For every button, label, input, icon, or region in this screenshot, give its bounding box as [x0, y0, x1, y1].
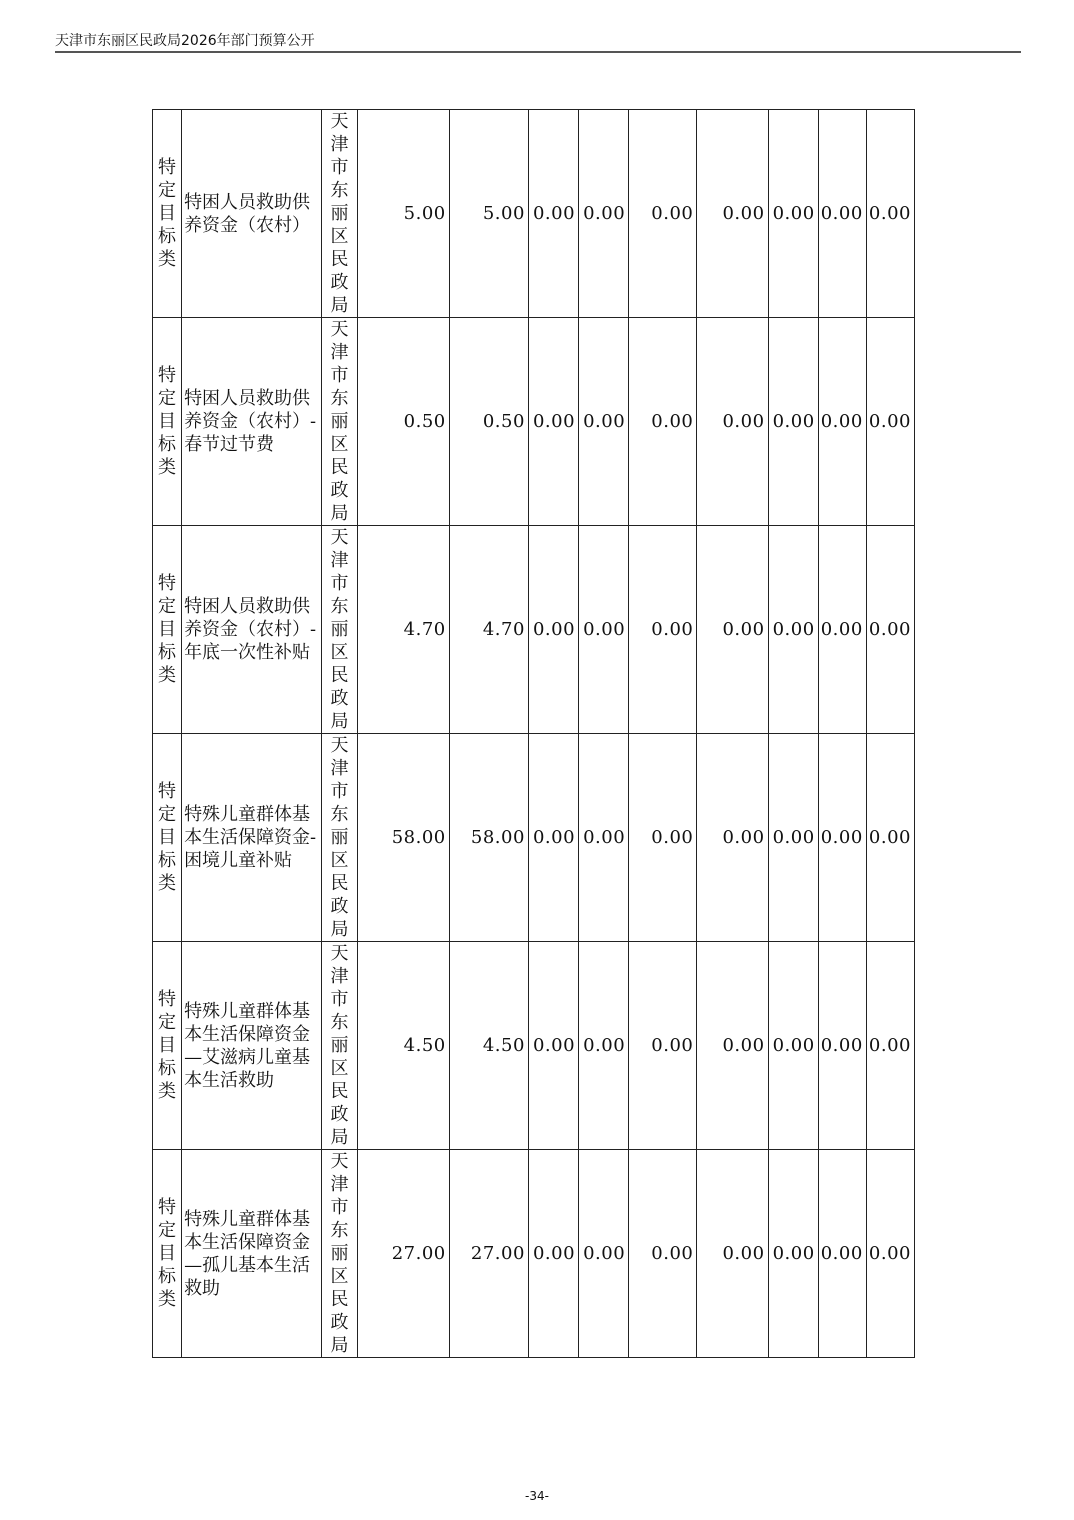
- amount-cell: 0.00: [866, 110, 914, 318]
- table-body: [153, 110, 915, 1358]
- amount-cell: 0.00: [818, 526, 866, 734]
- unit-text: 天津市东丽区民政局: [330, 735, 349, 940]
- amount-cell: 0.50: [357, 318, 449, 526]
- category-text: 特定目标类: [158, 365, 177, 478]
- amount-cell: 0.00: [579, 318, 629, 526]
- amount-cell: 0.00: [866, 318, 914, 526]
- category-cell: [153, 526, 182, 734]
- amount-cell: 0.00: [528, 526, 578, 734]
- project-name-text: 特困人员救助供养资金（农村）-年底一次性补贴: [184, 596, 317, 663]
- project-name-text: 特困人员救助供养资金（农村）-春节过节费: [184, 388, 317, 455]
- category-cell: [153, 1150, 182, 1358]
- amount-cell: 0.00: [528, 942, 578, 1150]
- amount-cell: 0.00: [579, 1150, 629, 1358]
- category-cell: [153, 734, 182, 942]
- amount-cell: 4.50: [357, 942, 449, 1150]
- unit-text: 天津市东丽区民政局: [330, 943, 349, 1148]
- amount-cell: 0.00: [629, 110, 697, 318]
- unit-text: 天津市东丽区民政局: [330, 1151, 349, 1356]
- amount-cell: 0.00: [528, 110, 578, 318]
- amount-cell: 0.00: [629, 1150, 697, 1358]
- amount-cell: 0.00: [629, 942, 697, 1150]
- amount-cell: 0.00: [866, 942, 914, 1150]
- category-cell: [153, 942, 182, 1150]
- amount-cell: 0.00: [697, 110, 768, 318]
- amount-cell: 0.00: [768, 110, 818, 318]
- amount-cell: 0.00: [818, 318, 866, 526]
- table-row: [153, 110, 915, 318]
- project-name-text: 特困人员救助供养资金（农村）: [184, 191, 311, 236]
- category-text: 特定目标类: [158, 989, 177, 1102]
- project-name-cell: [182, 1150, 322, 1358]
- amount-cell: 0.00: [768, 734, 818, 942]
- project-name-text: 特殊儿童群体基本生活保障资金—艾滋病儿童基本生活救助: [184, 1000, 311, 1091]
- unit-cell: [322, 526, 357, 734]
- amount-cell: 0.00: [629, 526, 697, 734]
- amount-cell: 0.00: [579, 526, 629, 734]
- unit-cell: [322, 318, 357, 526]
- amount-cell: 27.00: [449, 1150, 528, 1358]
- unit-text: 天津市东丽区民政局: [330, 527, 349, 732]
- amount-cell: 0.00: [697, 318, 768, 526]
- amount-cell: 0.00: [818, 1150, 866, 1358]
- project-name-cell: [182, 942, 322, 1150]
- amount-cell: 0.50: [449, 318, 528, 526]
- page-number: -34-: [525, 1489, 549, 1503]
- category-text: 特定目标类: [158, 157, 177, 270]
- amount-cell: 0.00: [629, 734, 697, 942]
- category-text: 特定目标类: [158, 1197, 177, 1310]
- amount-cell: 5.00: [357, 110, 449, 318]
- amount-cell: 0.00: [697, 1150, 768, 1358]
- category-text: 特定目标类: [158, 781, 177, 894]
- amount-cell: 0.00: [579, 110, 629, 318]
- unit-cell: [322, 1150, 357, 1358]
- category-text: 特定目标类: [158, 573, 177, 686]
- amount-cell: 4.50: [449, 942, 528, 1150]
- amount-cell: 27.00: [357, 1150, 449, 1358]
- amount-cell: 0.00: [768, 526, 818, 734]
- amount-cell: 0.00: [697, 942, 768, 1150]
- amount-cell: 0.00: [768, 942, 818, 1150]
- table-row: [153, 318, 915, 526]
- category-cell: [153, 110, 182, 318]
- amount-cell: 58.00: [357, 734, 449, 942]
- amount-cell: 0.00: [579, 942, 629, 1150]
- document-header: 天津市东丽区民政局2026年部门预算公开: [55, 33, 315, 49]
- amount-cell: 0.00: [697, 734, 768, 942]
- table-row: [153, 526, 915, 734]
- project-name-cell: [182, 734, 322, 942]
- amount-cell: 0.00: [579, 734, 629, 942]
- amount-cell: 0.00: [818, 110, 866, 318]
- unit-cell: [322, 110, 357, 318]
- table-row: [153, 942, 915, 1150]
- project-name-cell: [182, 526, 322, 734]
- amount-cell: 0.00: [866, 1150, 914, 1358]
- unit-cell: [322, 942, 357, 1150]
- amount-cell: 4.70: [357, 526, 449, 734]
- project-name-text: 特殊儿童群体基本生活保障资金-困境儿童补贴: [184, 804, 317, 871]
- amount-cell: 58.00: [449, 734, 528, 942]
- amount-cell: 0.00: [528, 734, 578, 942]
- amount-cell: 0.00: [768, 318, 818, 526]
- project-name-cell: [182, 318, 322, 526]
- amount-cell: 0.00: [866, 526, 914, 734]
- budget-table: [152, 109, 915, 1358]
- amount-cell: 0.00: [866, 734, 914, 942]
- amount-cell: 0.00: [768, 1150, 818, 1358]
- amount-cell: 0.00: [528, 318, 578, 526]
- amount-cell: 0.00: [697, 526, 768, 734]
- amount-cell: 0.00: [528, 1150, 578, 1358]
- category-cell: [153, 318, 182, 526]
- unit-text: 天津市东丽区民政局: [330, 111, 349, 316]
- amount-cell: 0.00: [818, 942, 866, 1150]
- project-name-cell: [182, 110, 322, 318]
- amount-cell: 0.00: [629, 318, 697, 526]
- unit-text: 天津市东丽区民政局: [330, 319, 349, 524]
- table-row: [153, 1150, 915, 1358]
- table-row: [153, 734, 915, 942]
- amount-cell: 4.70: [449, 526, 528, 734]
- amount-cell: 5.00: [449, 110, 528, 318]
- amount-cell: 0.00: [818, 734, 866, 942]
- unit-cell: [322, 734, 357, 942]
- project-name-text: 特殊儿童群体基本生活保障资金—孤儿基本生活救助: [184, 1208, 311, 1299]
- header-divider: [55, 51, 1021, 53]
